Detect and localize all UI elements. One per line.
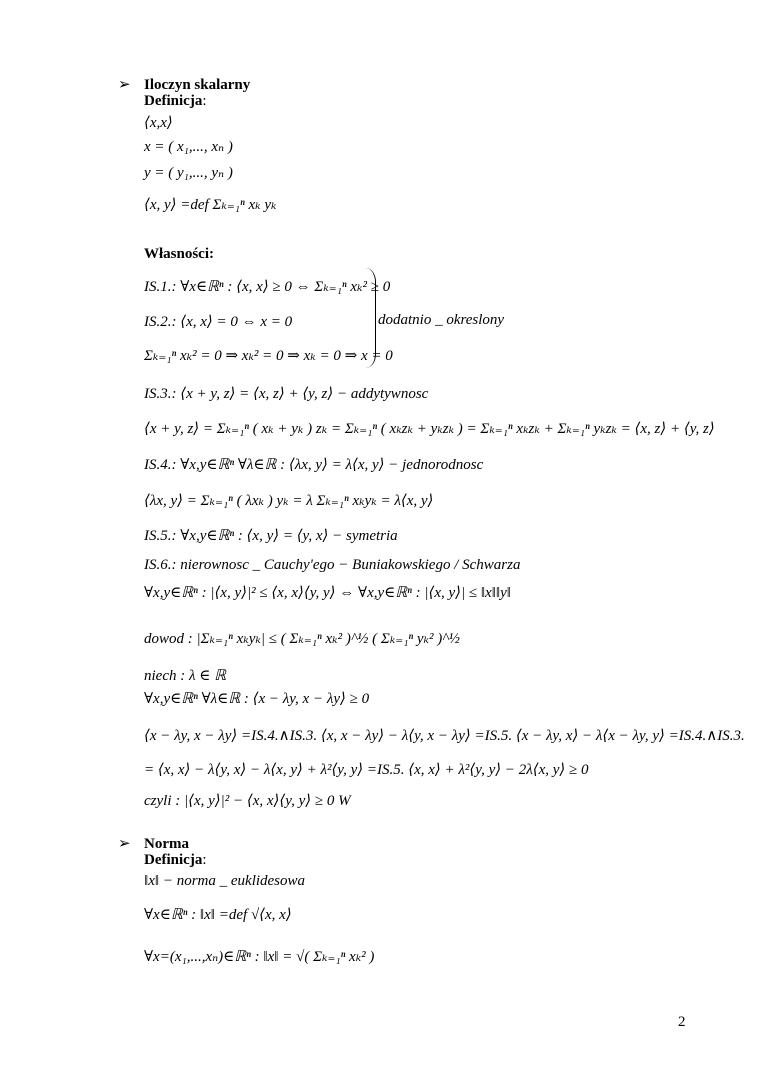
brace-label: dodatnio _ okreslony — [378, 312, 505, 328]
eq-expand-2: = ⟨x, x⟩ − λ⟨y, x⟩ − λ⟨x, y⟩ + λ²⟨y, y⟩ =IS.5. ⟨x, x⟩ + λ²⟨y, y⟩ − 2λ⟨x, y⟩ ≥ 0 — [144, 762, 589, 778]
eq-is6: IS.6.: nierownosc _ Cauchy'ego − Buniakowskiego / Schwarza — [144, 557, 521, 573]
eq-is4: IS.4.: ∀x,y∈ℝⁿ ∀λ∈ℝ : ⟨λx, y⟩ = λ⟨x, y⟩ − jednorodnosc — [144, 457, 484, 473]
eq-expand-1: ⟨x − λy, x − λy⟩ =IS.4.∧IS.3. ⟨x, x − λy⟩ − λ⟨y, x − λy⟩ =IS.5. ⟨x − λy, x⟩ − λ⟨x − λy, y⟩ =IS.4.∧IS.3. — [144, 728, 745, 744]
definition-label: Definicja: — [144, 93, 207, 109]
eq-def-bracket: ⟨x,x⟩ — [144, 115, 173, 131]
eq-is4-proof: ⟨λx, y⟩ = Σₖ₌₁ⁿ ( λxₖ ) yₖ = λ Σₖ₌₁ⁿ xₖyₖ = λ⟨x, y⟩ — [144, 493, 434, 509]
eq-cauchy: ∀x,y∈ℝⁿ : |⟨x, y⟩|² ≤ ⟨x, x⟩⟨y, y⟩ ⇔ ∀x,y∈ℝⁿ : |⟨x, y⟩| ≤ ‖x‖‖y‖ — [144, 585, 512, 601]
page-number: 2 — [678, 1014, 686, 1030]
eq-y-vector: y = ( y₁,..., yₙ ) — [144, 165, 233, 181]
arrow-bullet-icon: ➢ — [118, 836, 131, 852]
eq-norm-def: ∀x∈ℝⁿ : ‖x‖ =def √⟨x, x⟩ — [144, 907, 292, 923]
eq-norm-sum: ∀x=(x₁,...,xₙ)∈ℝⁿ : ‖x‖ = √( Σₖ₌₁ⁿ xₖ² ) — [144, 949, 375, 965]
eq-norm-name: ‖x‖ − norma _ euklidesowa — [144, 873, 306, 889]
properties-title: Własności: — [144, 246, 215, 262]
eq-x-vector: x = ( x₁,..., xₙ ) — [144, 139, 233, 155]
right-brace — [365, 268, 376, 368]
eq-dowod: dowod : |Σₖ₌₁ⁿ xₖyₖ| ≤ ( Σₖ₌₁ⁿ xₖ² )^½ ( Σₖ₌₁ⁿ yₖ² )^½ — [144, 631, 460, 647]
section-title-iloczyn: ➢ Iloczyn skalarny — [118, 77, 251, 93]
eq-is2: IS.2.: ⟨x, x⟩ = 0 ⇔ x = 0 — [144, 314, 293, 330]
eq-is2-proof: Σₖ₌₁ⁿ xₖ² = 0 ⇒ xₖ² = 0 ⇒ xₖ = 0 ⇒ x = 0 — [144, 348, 393, 364]
eq-is1: IS.1.: ∀x∈ℝⁿ : ⟨x, x⟩ ≥ 0 ⇔ Σₖ₌₁ⁿ xₖ² ≥ 0 — [144, 279, 391, 295]
eq-czyli: czyli : |⟨x, y⟩|² − ⟨x, x⟩⟨y, y⟩ ≥ 0 W — [144, 793, 351, 809]
eq-niech: niech : λ ∈ ℝ — [144, 668, 226, 684]
eq-forall-lambda: ∀x,y∈ℝⁿ ∀λ∈ℝ : ⟨x − λy, x − λy⟩ ≥ 0 — [144, 691, 370, 707]
section-title-norma: ➢ Norma — [118, 836, 189, 852]
eq-is3-proof: ⟨x + y, z⟩ = Σₖ₌₁ⁿ ( xₖ + yₖ ) zₖ = Σₖ₌₁ⁿ ( xₖzₖ + yₖzₖ ) = Σₖ₌₁ⁿ xₖzₖ + Σₖ₌₁ⁿ yₖzₖ = ⟨x, z⟩ + ⟨y, z⟩ — [144, 421, 715, 437]
arrow-bullet-icon: ➢ — [118, 77, 131, 93]
eq-is5: IS.5.: ∀x,y∈ℝⁿ : ⟨x, y⟩ = ⟨y, x⟩ − symetria — [144, 528, 398, 544]
definition-label-norma: Definicja: — [144, 852, 207, 868]
eq-inner-product-def: ⟨x, y⟩ =def Σₖ₌₁ⁿ xₖ yₖ — [144, 197, 277, 213]
eq-is3: IS.3.: ⟨x + y, z⟩ = ⟨x, z⟩ + ⟨y, z⟩ − addytywnosc — [144, 386, 429, 402]
